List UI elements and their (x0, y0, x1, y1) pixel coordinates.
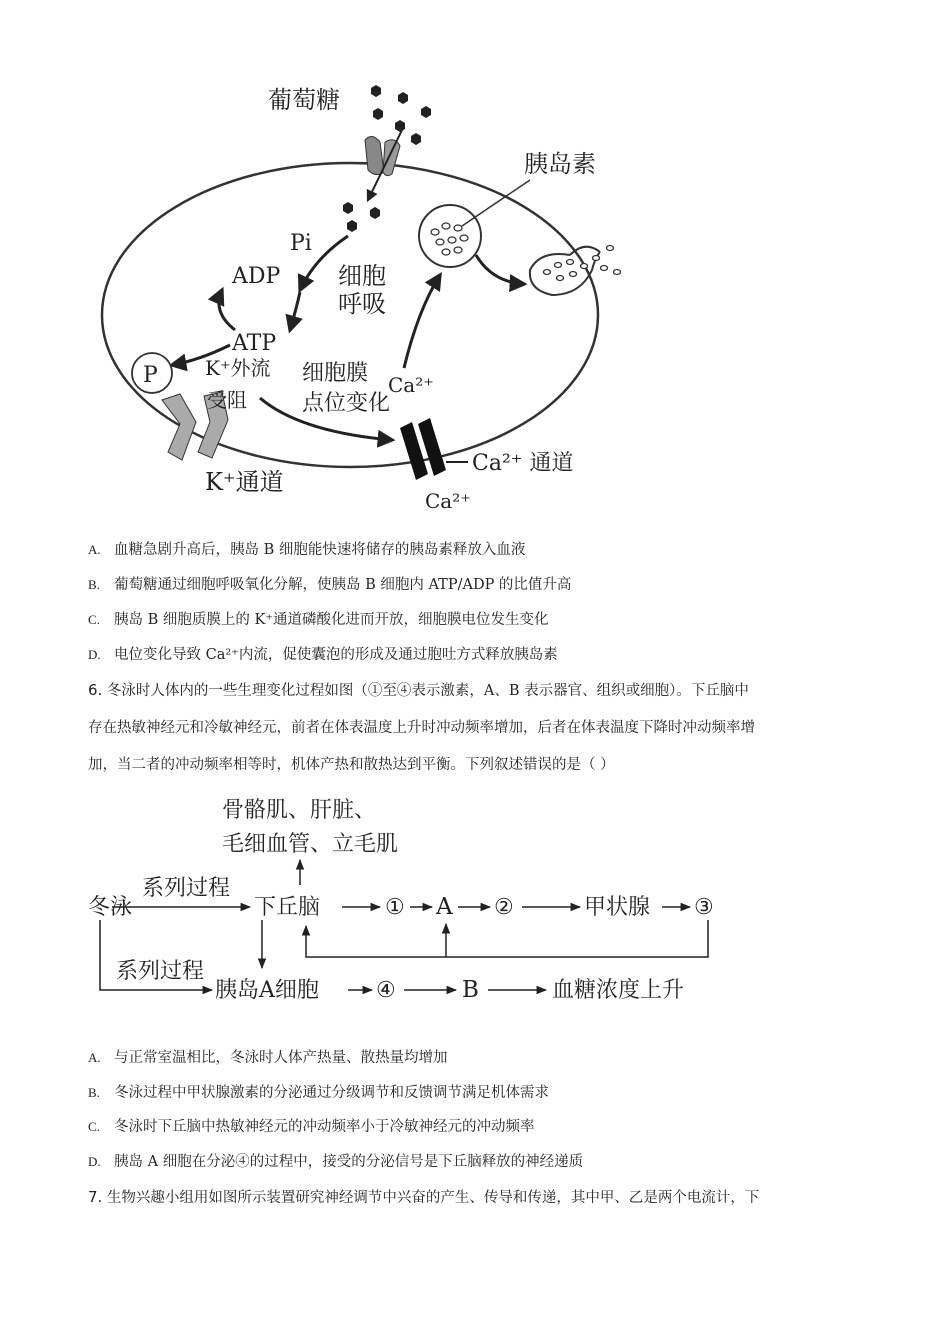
q6-option-a: A. 与正常室温相比，冬泳时人体产热量、散热量均增加 (88, 1050, 448, 1066)
ca-in-label: Ca²⁺ (388, 373, 434, 397)
q5-option-b: B. 葡萄糖通过细胞呼吸氧化分解，使胰岛 B 细胞内 ATP/ADP 的比值升高 (88, 577, 572, 593)
membrane-label-1: 细胞膜 (302, 361, 369, 386)
exocytosis-vesicle (530, 247, 600, 295)
q6-stem-line1: 6. 冬泳时人体内的一些生理变化过程如图（①至④表示激素，A、B 表示器官、组织或细胞）。下丘脑中 (88, 681, 749, 699)
islet-cell-diagram (0, 0, 950, 530)
ca-channel (400, 418, 446, 480)
q7-stem-line1: 7. 生物兴趣小组用如图所示装置研究神经调节中兴奋的产生、传导和传递，其中甲、乙是两个电流计，下 (88, 1188, 760, 1206)
ca-out-label: Ca²⁺ (425, 489, 471, 513)
hormone-4: ④ (376, 978, 396, 1003)
k-efflux-label-1: K⁺外流 (205, 356, 271, 380)
insulin-label: 胰岛素 (524, 150, 596, 178)
thyroid-label: 甲状腺 (584, 895, 651, 920)
glucose-up-label: 血糖浓度上升 (552, 978, 685, 1003)
process-bottom-label: 系列过程 (116, 959, 205, 984)
winter-swim-label: 冬泳 (88, 895, 133, 920)
atp-label: ATP (232, 331, 277, 356)
membrane-label-2: 点位变化 (302, 391, 391, 416)
organ-a: A (436, 894, 453, 920)
glucose-molecules (371, 85, 431, 145)
q6-option-c: C. 冬泳时下丘脑中热敏神经元的冲动频率小于冷敏神经元的冲动频率 (88, 1119, 535, 1135)
pi-label: Pi (290, 231, 312, 256)
q5-option-a: A. 血糖急剧升高后，胰岛 B 细胞能快速将储存的胰岛素释放入血液 (88, 542, 526, 558)
q6-stem-line2: 存在热敏神经元和冷敏神经元，前者在体表温度上升时冲动频率增加，后者在体表温度下降时冲动频率增 (88, 720, 755, 736)
targets-label-2: 毛细血管、立毛肌 (222, 832, 399, 857)
winter-swim-flowchart (0, 790, 950, 1020)
q6-stem-line3: 加，当二者的冲动频率相等时，机体产热和散热达到平衡。下列叙述错误的是（ ） (88, 757, 615, 773)
k-efflux-label-2: 受阻 (207, 388, 247, 412)
q5-option-d: D. 电位变化导致 Ca²⁺内流，促使囊泡的形成及通过胞吐方式释放胰岛素 (88, 647, 558, 663)
targets-label-1: 骨骼肌、肝脏、 (222, 798, 377, 823)
p-label: P (143, 363, 158, 388)
q6-option-d: D. 胰岛 A 细胞在分泌④的过程中，接受的分泌信号是下丘脑释放的神经递质 (88, 1154, 584, 1170)
glucose-label: 葡萄糖 (268, 86, 340, 114)
islet-a-label: 胰岛A细胞 (215, 978, 319, 1003)
process-top-label: 系列过程 (142, 876, 231, 901)
ca-channel-label: Ca²⁺ 通道 (472, 451, 574, 476)
hormone-2: ② (494, 895, 514, 920)
respiration-label-1: 细胞 (338, 262, 386, 290)
q5-option-c: C. 胰岛 B 细胞质膜上的 K⁺通道磷酸化进而开放，细胞膜电位发生变化 (88, 612, 549, 628)
organ-b: B (462, 977, 479, 1003)
hormone-1: ① (385, 895, 405, 920)
respiration-label-2: 呼吸 (338, 290, 386, 318)
k-channel-label: K⁺通道 (205, 468, 284, 496)
adp-label: ADP (232, 264, 281, 289)
hormone-3: ③ (694, 895, 714, 920)
q6-option-b: B. 冬泳过程中甲状腺激素的分泌通过分级调节和反馈调节满足机体需求 (88, 1085, 549, 1101)
insulin-vesicle (419, 205, 481, 267)
hypothalamus-label: 下丘脑 (254, 895, 321, 920)
